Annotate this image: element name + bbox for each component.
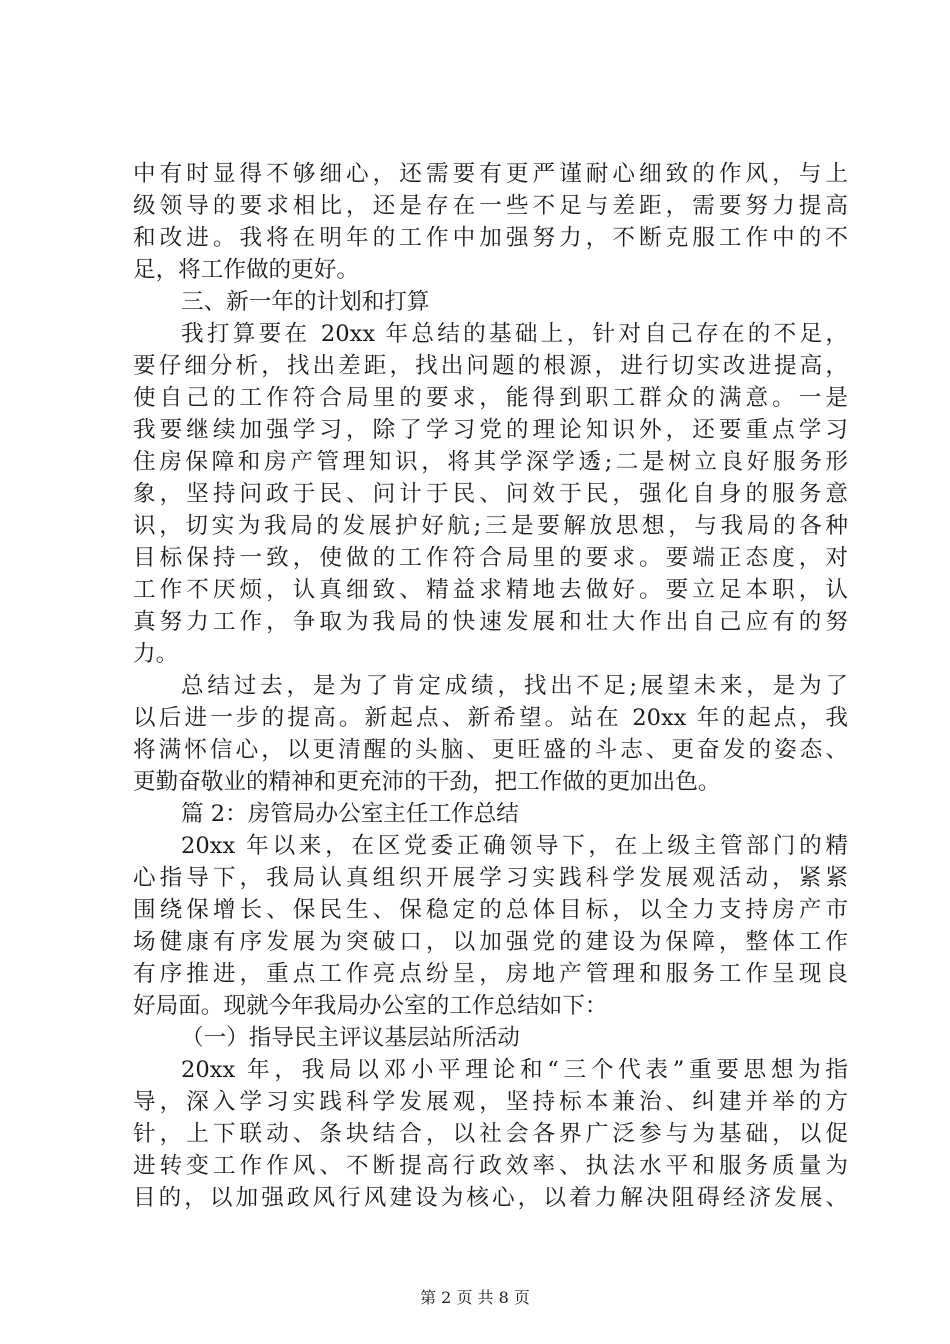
text-line: 场健康有序发展为突破口，以加强党的建设为保障，整体工作 [133,929,848,955]
text-line: 目的，以加强政风行风建设为核心，以着力解决阻碍经济发展、 [133,1185,848,1211]
text-line: 我要继续加强学习，除了学习党的理论知识外，还要重点学习 [133,417,848,443]
text-line: 总结过去，是为了肯定成绩，找出不足;展望未来，是为了 [181,673,848,699]
text-line: 围绕保增长、保民生、保稳定的总体目标，以全力支持房产市 [133,897,848,923]
text-line: 级领导的要求相比，还是存在一些不足与差距，需要努力提高 [133,193,848,219]
text-line: 三、新一年的计划和打算 [181,289,430,315]
text-line: 力。 [133,641,179,667]
text-line: 住房保障和房产管理知识，将其学深学透;二是树立良好服务形 [133,449,848,475]
text-line: 20xx 年，我局以邓小平理论和“三个代表”重要思想为指 [181,1057,848,1083]
text-line: 篇 2：房管局办公室主任工作总结 [181,801,519,827]
text-line: 目标保持一致，使做的工作符合局里的要求。要端正态度，对 [133,545,848,571]
text-line: 导，深入学习实践科学发展观，坚持标本兼治、纠建并举的方 [133,1089,848,1115]
text-line: 使自己的工作符合局里的要求，能得到职工群众的满意。一是 [133,385,848,411]
text-line: 有序推进，重点工作亮点纷呈，房地产管理和服务工作呈现良 [133,961,848,987]
text-line: 要仔细分析，找出差距，找出问题的根源，进行切实改进提高， [133,353,848,379]
text-line: 以后进一步的提高。新起点、新希望。站在 20xx 年的起点，我 [133,705,848,731]
text-line: 工作不厌烦，认真细致、精益求精地去做好。要立足本职，认 [133,577,848,603]
document-body [133,158,848,1214]
text-line: 好局面。现就今年我局办公室的工作总结如下： [133,993,608,1019]
text-line: 我打算要在 20xx 年总结的基础上，针对自己存在的不足， [181,321,848,347]
text-line: 象，坚持问政于民、问计于民、问效于民，强化自身的服务意 [133,481,848,507]
text-line: 更勤奋敬业的精神和更充沛的干劲，把工作做的更加出色。 [133,769,721,795]
text-line: 真努力工作，争取为我局的快速发展和壮大作出自己应有的努 [133,609,848,635]
text-line: 将满怀信心，以更清醒的头脑、更旺盛的斗志、更奋发的姿态、 [133,737,848,763]
text-line: 识，切实为我局的发展护好航;三是要解放思想，与我局的各种 [133,513,848,539]
text-line: 中有时显得不够细心，还需要有更严谨耐心细致的作风，与上 [133,161,848,187]
text-line: 进转变工作作风、不断提高行政效率、执法水平和服务质量为 [133,1153,848,1179]
text-line: 足，将工作做的更好。 [133,257,359,283]
text-line: 心指导下，我局认真组织开展学习实践科学发展观活动，紧紧 [133,865,848,891]
text-line: （一）指导民主评议基层站所活动 [181,1025,520,1051]
page-footer: 第 2 页 共 8 页 [420,1288,530,1307]
text-line: 20xx 年以来，在区党委正确领导下，在上级主管部门的精 [181,833,848,859]
text-line: 和改进。我将在明年的工作中加强努力，不断克服工作中的不 [133,225,848,251]
text-line: 针，上下联动、条块结合，以社会各界广泛参与为基础，以促 [133,1121,848,1147]
